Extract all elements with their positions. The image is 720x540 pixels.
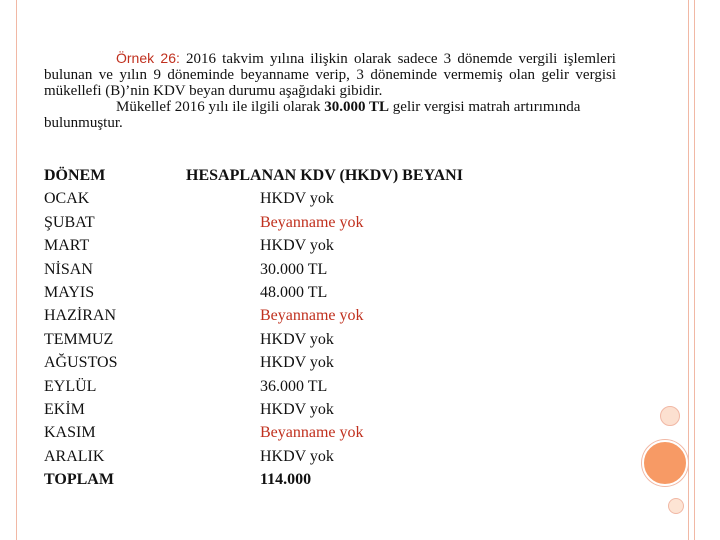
table-row — [44, 398, 604, 421]
row-period: EKİM — [44, 400, 85, 418]
row-value: HKDV yok — [260, 237, 334, 255]
row-period: ARALIK — [44, 447, 105, 465]
decorative-circle-small-bottom — [668, 498, 684, 514]
row-value: 30.000 TL — [260, 260, 328, 278]
row-period: ŞUBAT — [44, 213, 95, 231]
table-row — [44, 211, 604, 234]
right-decorative-rule-inner — [694, 0, 695, 540]
row-period: TEMMUZ — [44, 330, 114, 348]
left-decorative-rule — [16, 0, 17, 540]
row-period: NİSAN — [44, 260, 93, 278]
decorative-circle-small-top — [660, 406, 680, 426]
row-period: MAYIS — [44, 283, 95, 301]
total-value: 114.000 — [260, 471, 312, 489]
row-value: HKDV yok — [260, 354, 334, 372]
total-label: TOPLAM — [44, 471, 114, 489]
intro-text — [44, 50, 616, 131]
example-label: Örnek 26: — [116, 50, 180, 66]
header-period: DÖNEM — [44, 167, 106, 184]
table-row — [44, 304, 604, 327]
taxpayer-paragraph-pre: Mükellef 2016 yılı ile ilgili olarak — [116, 99, 325, 115]
intro-paragraph — [44, 50, 616, 99]
row-value: Beyanname yok — [260, 213, 364, 231]
header-value: HESAPLANAN KDV (HKDV) BEYANI — [186, 167, 463, 184]
row-value: HKDV yok — [260, 447, 334, 465]
row-period: OCAK — [44, 190, 90, 208]
taxpayer-paragraph — [44, 99, 616, 131]
table-body — [44, 187, 604, 468]
table-row — [44, 445, 604, 468]
row-value: 48.000 TL — [260, 283, 328, 301]
table-row — [44, 234, 604, 257]
table-row — [44, 375, 604, 398]
table-row — [44, 281, 604, 304]
table-row — [44, 421, 604, 444]
row-value: HKDV yok — [260, 190, 334, 208]
decorative-circle-large — [642, 440, 688, 486]
table-row — [44, 351, 604, 374]
taxpayer-paragraph-post: gelir vergisi matrah artırımında bulunmuştur. — [44, 99, 581, 131]
table-total-row — [44, 468, 604, 491]
row-value: HKDV yok — [260, 400, 334, 418]
row-value: HKDV yok — [260, 330, 334, 348]
row-value: 36.000 TL — [260, 377, 328, 395]
table-row — [44, 187, 604, 210]
taxpayer-amount: 30.000 TL — [324, 99, 390, 115]
row-period: EYLÜL — [44, 377, 97, 395]
row-period: KASIM — [44, 424, 96, 442]
kdv-declaration-table — [44, 164, 604, 491]
intro-paragraph-text: 2016 takvim yılına ilişkin olarak sadece 3 dönemde vergili işlemleri bulunan ve yılın 9 döneminde beyanname verip, 3 döneminde vermemiş olan gelir vergisi mükellefi (B)’nin KDV beyan durumu aşağıdaki gibidir. — [44, 51, 616, 99]
row-period: MART — [44, 237, 90, 255]
row-period: HAZİRAN — [44, 307, 116, 325]
table-row — [44, 258, 604, 281]
row-period: AĞUSTOS — [44, 354, 118, 372]
right-decorative-rule — [688, 0, 689, 540]
table-header-row — [44, 164, 604, 187]
row-value: Beyanname yok — [260, 307, 364, 325]
table-row — [44, 328, 604, 351]
row-value: Beyanname yok — [260, 424, 364, 442]
